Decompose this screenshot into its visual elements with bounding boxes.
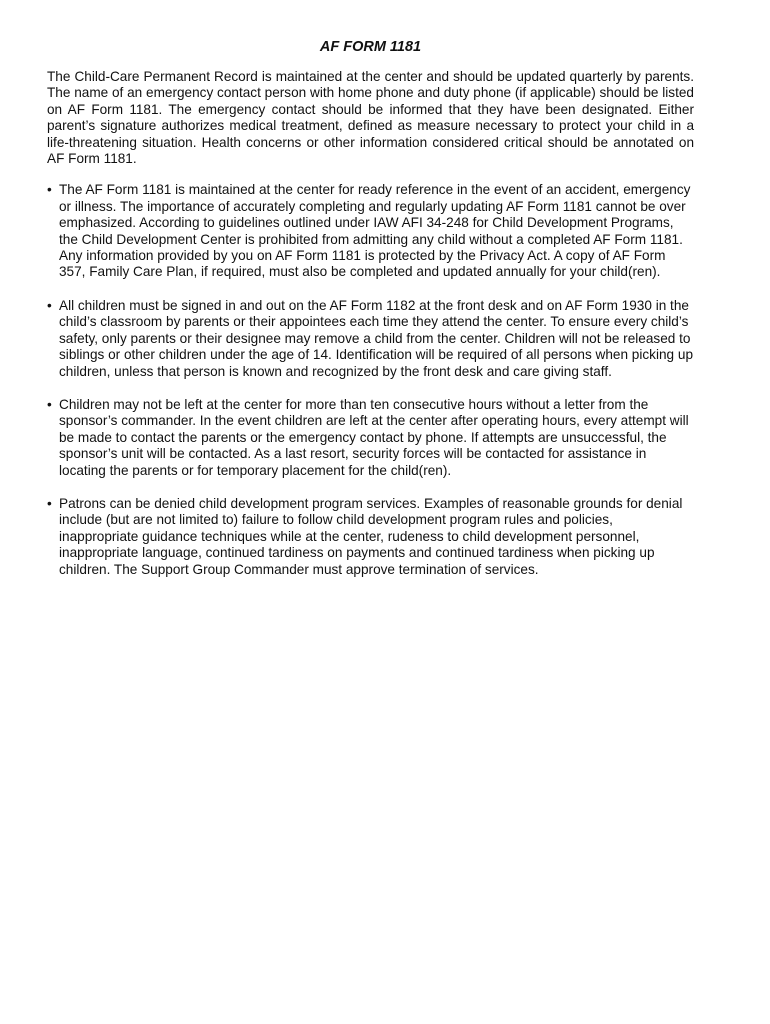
bullet-text: Patrons can be denied child development program services. Examples of reasonable grounds for denial include (but are not limited to) failure to follow child development program rules and policies, inappropriate guidance techniques while at the center, rudeness to child development personnel, inappropriate language, continued tardiness on payments and continued tardiness when picking up children. The Support Group Commander must approve termination of services.: [59, 495, 683, 577]
bullet-icon: •: [47, 495, 52, 511]
intro-paragraph: The Child-Care Permanent Record is maintained at the center and should be updated quarterly by parents. The name of an emergency contact person with home phone and duty phone (if applicable) should be listed on AF Form 1181. The emergency contact should be informed that they have been designated. Either parent’s signature authorizes medical treatment, defined as measure necessary to protect your child in a life-threatening situation. Health concerns or other information considered critical should be annotated on AF Form 1181.: [47, 69, 694, 167]
bullet-text: All children must be signed in and out on the AF Form 1182 at the front desk and on AF Form 1930 in the child’s classroom by parents or their appointees each time they attend the center. To ensure every child’s safety, only parents or their designee may remove a child from the center. Children will not be released to siblings or other children under the age of 14. Identification will be required of all persons when picking up children, unless that person is known and recognized by the front desk and care giving staff.: [59, 297, 694, 379]
bullet-item: [47, 182, 694, 280]
bullet-icon: •: [47, 297, 52, 313]
document-page: [47, 38, 694, 595]
bullet-item: [47, 496, 694, 578]
bullet-list: [47, 182, 694, 578]
bullet-item: [47, 298, 694, 380]
bullet-icon: •: [47, 396, 52, 412]
bullet-text: Children may not be left at the center for more than ten consecutive hours without a letter from the sponsor’s commander. In the event children are left at the center after operating hours, every attempt will be made to contact the parents or the emergency contact by phone. If attempts are unsuccessful, the sponsor’s unit will be contacted. As a last resort, security forces will be contacted for assistance in locating the parents or for temporary placement for the child(ren).: [59, 396, 689, 478]
bullet-icon: •: [47, 182, 52, 198]
document-title: AF FORM 1181: [319, 39, 422, 55]
bullet-text: The AF Form 1181 is maintained at the center for ready reference in the event of an accident, emergency or illness. The importance of accurately completing and regularly updating AF Form 1181 cannot be over emphasized. According to guidelines outlined under IAW AFI 34-248 for Child Development Programs, the Child Development Center is prohibited from admitting any child without a completed AF Form 1181. Any information provided by you on AF Form 1181 is protected by the Privacy Act. A copy of AF Form 357, Family Care Plan, if required, must also be completed and updated annually for your child(ren).: [59, 182, 691, 280]
bullet-item: [47, 397, 694, 479]
